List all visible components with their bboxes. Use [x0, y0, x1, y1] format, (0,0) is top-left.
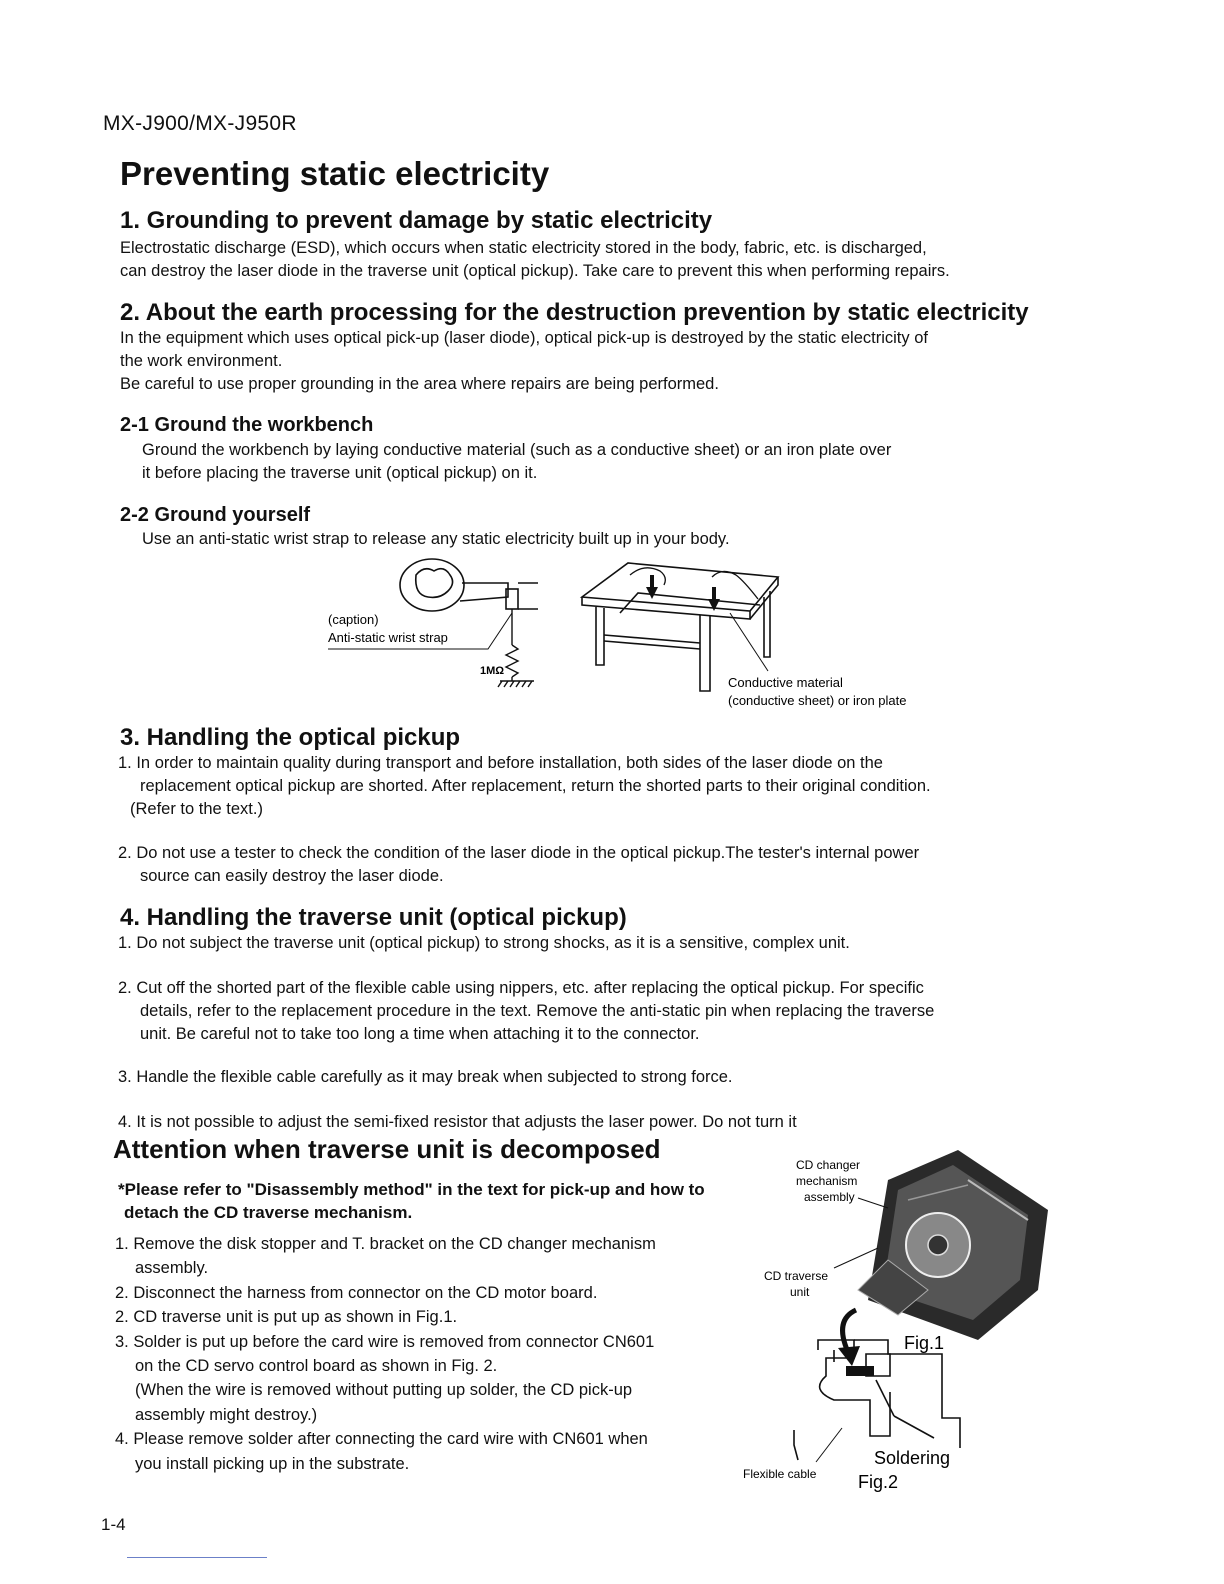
section-2-2-line: Use an anti-static wrist strap to release any static electricity built up in your body. [142, 530, 730, 548]
traverse-leader-line [834, 1248, 878, 1268]
attention-steps [115, 1232, 735, 1476]
section-4-item-3 [118, 1066, 1048, 1089]
section-2-line: Be careful to use proper grounding in the area where repairs are being performed. [120, 375, 719, 393]
section-1-heading: 1. Grounding to prevent damage by static electricity [120, 207, 713, 234]
section-2-1-line: Ground the workbench by laying conductive material (such as a conductive sheet) or an iron plate over [142, 441, 892, 459]
section-4-line: unit. Be careful not to take too long a time when attaching it to the connector. [140, 1025, 700, 1043]
step-line: (When the wire is removed without putting up solder, the CD pick-up [135, 1381, 633, 1400]
section-4-line: 2. Cut off the shorted part of the flexible cable using nippers, etc. after replacing the optical pickup. For specific [118, 979, 924, 997]
attention-heading: Attention when traverse unit is decomposed [113, 1134, 661, 1164]
cd-traverse-label: CD traverse [764, 1269, 829, 1283]
page-title: Preventing static electricity [120, 155, 550, 192]
section-4-line: 4. It is not possible to adjust the semi-fixed resistor that adjusts the laser power. Do not turn it [118, 1113, 797, 1131]
section-4-line: details, refer to the replacement procedure in the text. Remove the anti-static pin when replacing the traverse [140, 1002, 935, 1020]
cd-changer-label: CD changer [796, 1158, 861, 1172]
section-3-line: (Refer to the text.) [130, 800, 263, 818]
workbench-icon [582, 563, 778, 691]
step-line: 2. CD traverse unit is put up as shown in Fig.1. [115, 1308, 458, 1327]
attention-step [115, 1281, 735, 1305]
solder-blob-icon [846, 1366, 874, 1376]
section-2-1-heading: 2-1 Ground the workbench [120, 414, 374, 436]
attention-step [115, 1232, 735, 1281]
cd-mechanism-illustration [738, 1140, 1058, 1500]
section-4-item-4 [118, 1111, 1048, 1134]
step-line: you install picking up in the substrate. [135, 1454, 410, 1473]
cd-changer-mechanism-icon [858, 1150, 1048, 1340]
flex-leader-line [816, 1428, 842, 1462]
cd-changer-label: assembly [804, 1190, 855, 1204]
section-1-line: can destroy the laser diode in the traverse unit (optical pickup). Take care to prevent this when performing repairs. [120, 262, 950, 280]
section-2-heading: 2. About the earth processing for the destruction prevention by static electricity [120, 299, 1029, 326]
section-2-2-body [142, 528, 1072, 551]
hand-with-wrist-strap-icon [400, 559, 538, 611]
model-number: MX-J900/MX-J950R [103, 112, 297, 135]
section-3-line: 1. In order to maintain quality during transport and before installation, both sides of the laser diode on the [118, 754, 883, 772]
section-2-body [120, 327, 1080, 396]
step-line: 2. Disconnect the harness from connector on the CD motor board. [115, 1283, 598, 1302]
attention-note-line: *Please refer to "Disassembly method" in the text for pick-up and how to [118, 1180, 705, 1199]
conductive-leader-line [730, 613, 768, 671]
wrist-strap-label: Anti-static wrist strap [328, 630, 448, 645]
section-4-item-1 [118, 932, 1048, 955]
section-3-line: 2. Do not use a tester to check the condition of the laser diode in the optical pickup.The tester's internal power [118, 844, 920, 862]
section-4-line: 1. Do not subject the traverse unit (optical pickup) to strong shocks, as it is a sensitive, complex unit. [118, 934, 850, 952]
arrow-head-icon [838, 1346, 860, 1366]
soldering-label: Soldering [874, 1448, 951, 1468]
section-2-1-body [142, 439, 1072, 485]
caption-tag: (caption) [328, 612, 379, 627]
attention-step [115, 1305, 735, 1329]
cd-traverse-label: unit [790, 1285, 810, 1299]
cd-changer-label: mechanism [796, 1174, 858, 1188]
section-4-line: 3. Handle the flexible cable carefully as it may break when subjected to strong force. [118, 1068, 733, 1086]
section-4-heading: 4. Handling the traverse unit (optical pickup) [120, 904, 627, 931]
section-2-1-line: it before placing the traverse unit (optical pickup) on it. [142, 464, 538, 482]
section-2-2-heading: 2-2 Ground yourself [120, 504, 311, 526]
step-line: 1. Remove the disk stopper and T. bracket on the CD changer mechanism [115, 1235, 656, 1253]
grounding-illustration [320, 553, 960, 713]
step-line: assembly. [135, 1259, 209, 1278]
fig-1-label: Fig.1 [904, 1333, 945, 1353]
section-2-line: In the equipment which uses optical pick-up (laser diode), optical pick-up is destroyed by the static electricity of [120, 329, 928, 347]
section-2-line: the work environment. [120, 352, 283, 370]
section-3-line: replacement optical pickup are shorted. After replacement, return the shorted parts to their original condition. [140, 777, 931, 795]
section-3-item-1 [118, 752, 1048, 821]
connector-soldering-icon [794, 1340, 960, 1460]
attention-step [115, 1330, 735, 1379]
attention-step [115, 1378, 735, 1427]
section-1-body [120, 237, 1080, 283]
attention-step [115, 1427, 735, 1476]
section-3-item-2 [118, 842, 1048, 888]
step-line: 4. Please remove solder after connecting the card wire with CN601 when [115, 1430, 648, 1449]
resistor-label: 1MΩ [480, 665, 505, 677]
conductive-label-detail: (conductive sheet) or iron plate [728, 693, 907, 708]
attention-note-line: detach the CD traverse mechanism. [124, 1203, 413, 1222]
mech-leader-line [858, 1198, 888, 1208]
step-line: 3. Solder is put up before the card wire is removed from connector CN601 [115, 1332, 655, 1351]
page-number: 1-4 [101, 1515, 126, 1534]
section-1-line: Electrostatic discharge (ESD), which occurs when static electricity stored in the body, fabric, etc. is discharged, [120, 239, 927, 257]
footer-rule [127, 1557, 267, 1558]
section-3-heading: 3. Handling the optical pickup [120, 724, 461, 751]
section-3-line: source can easily destroy the laser diode. [140, 867, 444, 885]
step-line: on the CD servo control board as shown in Fig. 2. [135, 1357, 498, 1376]
step-line: assembly might destroy.) [135, 1405, 318, 1424]
section-4-item-2 [118, 977, 1048, 1046]
fig-2-label: Fig.2 [858, 1472, 899, 1492]
conductive-label: Conductive material [728, 675, 843, 690]
attention-note [118, 1178, 778, 1224]
flexible-cable-label: Flexible cable [743, 1467, 817, 1481]
